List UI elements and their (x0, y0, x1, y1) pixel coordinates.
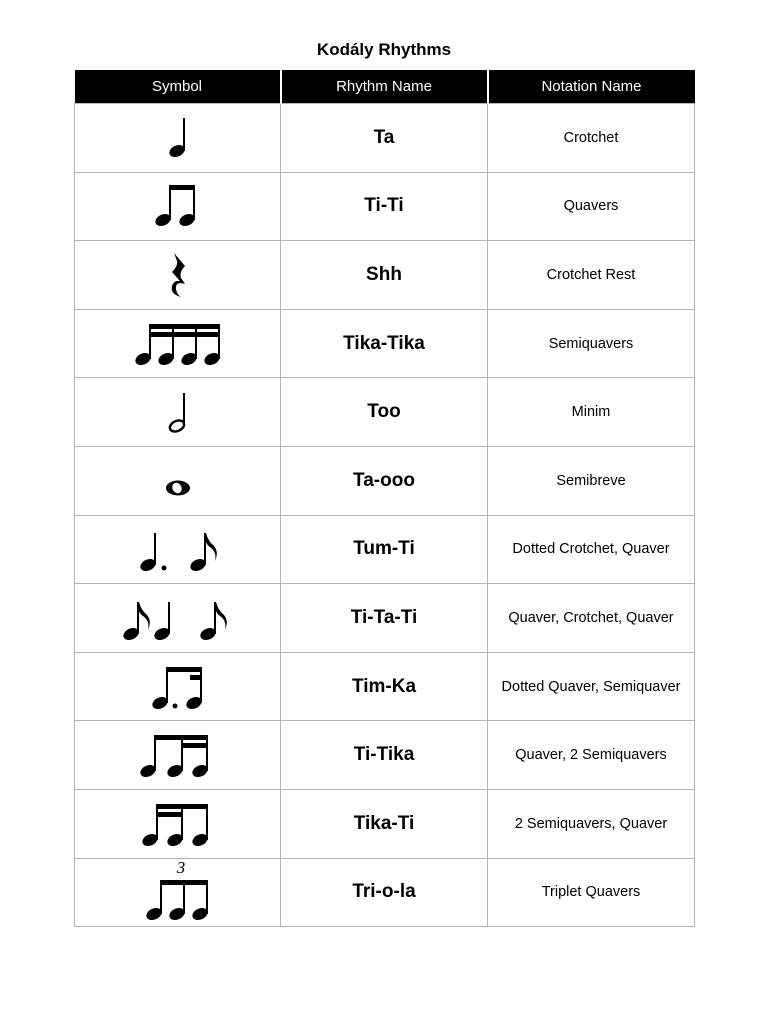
rhythm-name-cell: Ta-ooo (281, 446, 488, 515)
symbol-cell (75, 789, 281, 858)
minim-symbol (148, 384, 208, 440)
rhythm-name-cell: Ti-Ta-Ti (281, 584, 488, 653)
table-row (75, 584, 695, 653)
symbol-cell (75, 446, 281, 515)
table-row (75, 858, 695, 927)
rhythm-name-cell: Tika-Ti (281, 789, 488, 858)
triplet-quavers-symbol (133, 859, 223, 925)
symbol-cell (75, 721, 281, 790)
rhythm-name-cell: Tri-o-la (281, 858, 488, 927)
table-row (75, 721, 695, 790)
semibreve-symbol (148, 453, 208, 509)
rhythm-name-cell: Tika-Tika (281, 309, 488, 378)
symbol-cell (75, 584, 281, 653)
symbol-cell (75, 241, 281, 310)
table-row (75, 515, 695, 584)
symbol-cell (75, 515, 281, 584)
rhythm-name-cell: Too (281, 378, 488, 447)
table-row (75, 378, 695, 447)
dotted-crotchet-quaver-symbol (123, 521, 233, 577)
table-row (75, 241, 695, 310)
page-title: Kodály Rhythms (316, 40, 452, 59)
two-semiquavers-quaver-symbol (133, 796, 223, 852)
symbol-cell (75, 104, 281, 173)
table-row (75, 446, 695, 515)
symbol-cell (75, 858, 281, 927)
notation-name-cell: Dotted Crotchet, Quaver (488, 515, 695, 584)
quaver-crotchet-quaver-symbol (118, 590, 238, 646)
notation-name-cell: Quavers (488, 172, 695, 241)
table-row (75, 309, 695, 378)
table-row (75, 104, 695, 173)
notation-name-cell: Crotchet Rest (488, 241, 695, 310)
rhythm-name-cell: Shh (281, 241, 488, 310)
crotchet-symbol (148, 110, 208, 166)
notation-name-cell: Semiquavers (488, 309, 695, 378)
symbol-cell (75, 309, 281, 378)
semiquavers-symbol (128, 316, 228, 372)
notation-name-cell: 2 Semiquavers, Quaver (488, 789, 695, 858)
table-row (75, 789, 695, 858)
rhythm-name-cell: Tum-Ti (281, 515, 488, 584)
triplet-number: 3 (176, 859, 185, 878)
symbol-cell (75, 652, 281, 721)
table-row (75, 652, 695, 721)
table-header-row (75, 70, 695, 104)
quavers-symbol (143, 178, 213, 234)
symbol-cell (75, 378, 281, 447)
rhythm-name-cell: Ti-Ti (281, 172, 488, 241)
notation-name-cell: Triplet Quavers (488, 858, 695, 927)
notation-name-cell: Semibreve (488, 446, 695, 515)
dotted-quaver-semiquaver-symbol (138, 659, 218, 715)
rhythm-name-cell: Ta (281, 104, 488, 173)
rhythm-name-cell: Ti-Tika (281, 721, 488, 790)
table-row (75, 172, 695, 241)
symbol-column-header: Symbol (75, 70, 281, 104)
notation-name-cell: Dotted Quaver, Semiquaver (488, 652, 695, 721)
crotchet-rest-symbol (148, 247, 208, 303)
notation-name-cell: Quaver, Crotchet, Quaver (488, 584, 695, 653)
rhythms-table (74, 70, 695, 927)
notation-name-column-header: Notation Name (488, 70, 695, 104)
notation-name-cell: Quaver, 2 Semiquavers (488, 721, 695, 790)
quaver-two-semiquavers-symbol (133, 727, 223, 783)
notation-name-cell: Crotchet (488, 104, 695, 173)
notation-name-cell: Minim (488, 378, 695, 447)
rhythm-name-column-header: Rhythm Name (281, 70, 488, 104)
rhythm-name-cell: Tim-Ka (281, 652, 488, 721)
symbol-cell (75, 172, 281, 241)
